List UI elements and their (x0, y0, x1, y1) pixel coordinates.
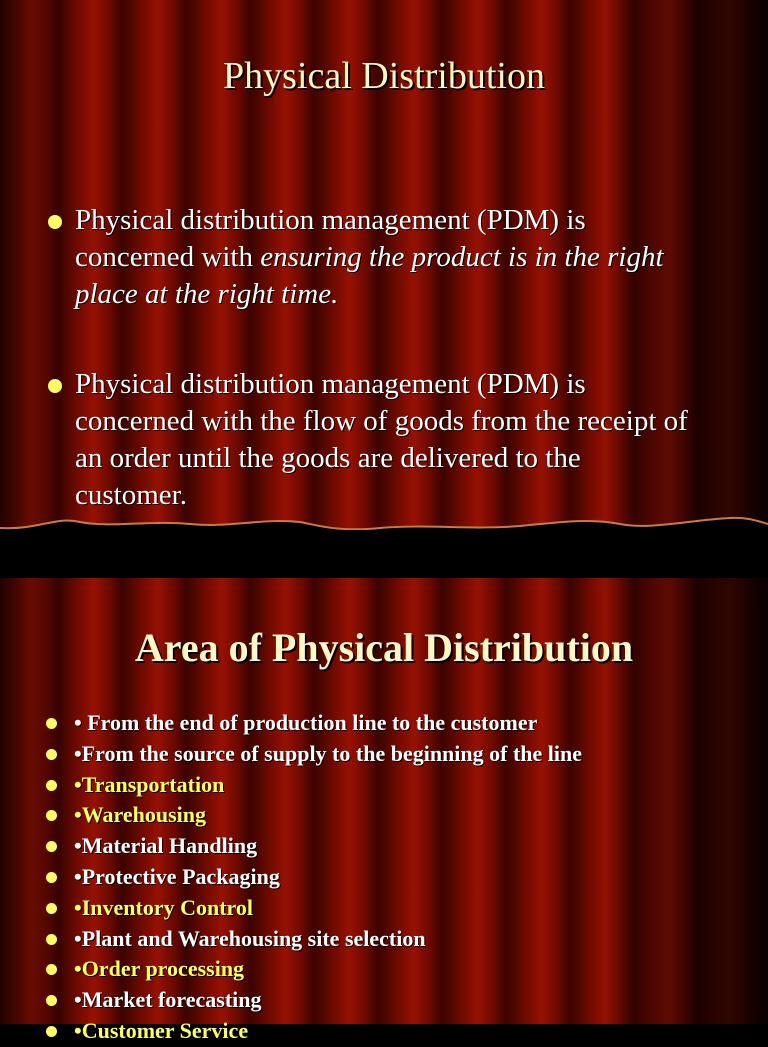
bullet-dot-icon (46, 718, 57, 729)
list-item (46, 800, 726, 831)
list-item (46, 708, 726, 739)
area-list (46, 708, 726, 1047)
list-item (46, 739, 726, 770)
list-item-text: •Warehousing (74, 802, 206, 828)
list-item (46, 862, 726, 893)
list-item-text: •Order processing (74, 956, 245, 982)
list-item (46, 954, 726, 985)
list-item-text: •Protective Packaging (74, 863, 280, 889)
slide-title: Physical Distribution (223, 55, 545, 97)
list-item-text: • From the end of production line to the customer (74, 710, 538, 735)
bullet-dot-icon (46, 1026, 57, 1037)
list-item-text: •Plant and Warehousing site selection (74, 925, 426, 951)
list-item (46, 924, 726, 955)
list-item-text: •Transportation (74, 771, 225, 797)
bullet-dot-icon (46, 903, 57, 914)
bullet-dot-icon (46, 810, 57, 821)
bullet-dot-icon (46, 780, 57, 791)
slide-separator (0, 530, 768, 578)
list-item-text: •Material Handling (74, 833, 258, 859)
list-item-text: •Market forecasting (74, 987, 262, 1013)
list-item-text: •Inventory Control (74, 894, 254, 920)
list-item (46, 893, 726, 924)
bullet-text-italic: ensuring the product is in the right place at the right time. (75, 241, 664, 310)
bullet-item (48, 202, 698, 313)
bullet-text: Physical distribution management (PDM) is concerned with the flow of goods from the receipt of an order until the goods are delivered to the customer. (75, 368, 688, 511)
list-item-text: •From the source of supply to the beginning of the line (74, 740, 583, 766)
bullet-dot-icon (46, 872, 57, 883)
bullet-text-plain: Physical distribution management (PDM) is concerned with (75, 204, 586, 273)
bullet-text (75, 202, 698, 313)
bullet-dot-icon (46, 749, 57, 760)
list-item (46, 985, 726, 1016)
list-item (46, 1016, 726, 1047)
bullet-dot-icon (46, 934, 57, 945)
bullet-dot-icon (46, 841, 57, 852)
bullet-dot-icon (46, 995, 57, 1006)
list-item (46, 770, 726, 801)
bullet-item (48, 366, 698, 514)
slide-title: Area of Physical Distribution (134, 625, 634, 670)
bullet-dot-icon (46, 964, 57, 975)
bullet-dot-icon (48, 215, 62, 229)
list-item (46, 831, 726, 862)
bullet-dot-icon (48, 379, 62, 393)
slide-area-of-physical-distribution (0, 578, 768, 1043)
list-item-text: •Customer Service (74, 1017, 249, 1043)
